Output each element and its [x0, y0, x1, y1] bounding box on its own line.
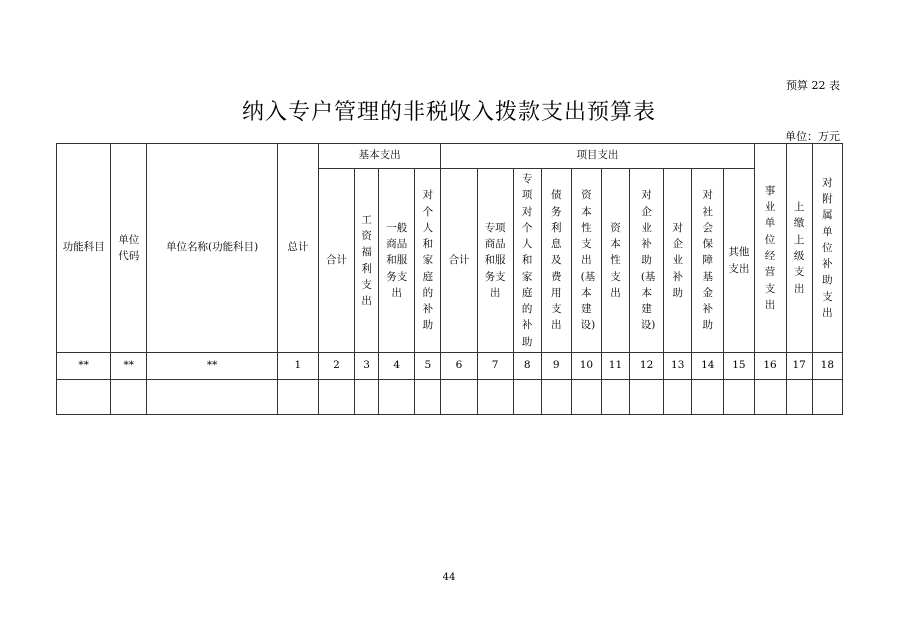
header-project-enterprise-build: 对企业补助(基本建设): [630, 169, 664, 353]
header-project-social: 对社会保障基金补助: [692, 169, 724, 353]
header-project-enterprise: 对企业补助: [664, 169, 692, 353]
header-basic-wages: 工资福利支出: [355, 169, 379, 353]
header-basic-personal: 对个人和家庭的补助: [415, 169, 441, 353]
empty-cell: [724, 380, 754, 415]
header-basic-sum: 合计: [318, 169, 354, 353]
index-cell: 10: [571, 353, 601, 380]
index-cell: 15: [724, 353, 754, 380]
index-cell: 8: [513, 353, 541, 380]
index-cell: 1: [277, 353, 318, 380]
header-unit-code: 单位代码: [111, 144, 147, 353]
budget-table: [56, 143, 843, 415]
empty-cell: [57, 380, 111, 415]
table-row: [57, 380, 843, 415]
index-cell: 16: [754, 353, 786, 380]
empty-cell: [277, 380, 318, 415]
header-project-capital: 资本性支出: [601, 169, 629, 353]
unit-label: 单位：万元: [785, 130, 840, 143]
empty-cell: [147, 380, 277, 415]
index-cell: 5: [415, 353, 441, 380]
header-affiliated: 对附属单位补助支出: [812, 144, 842, 353]
header-basic-group: 基本支出: [318, 144, 440, 169]
header-basic-goods: 一般商品和服务支出: [379, 169, 415, 353]
index-cell: **: [57, 353, 111, 380]
index-cell: 18: [812, 353, 842, 380]
empty-cell: [379, 380, 415, 415]
header-project-personal: 专项对个人和家庭的补助: [513, 169, 541, 353]
header-function-subject: 功能科目: [57, 144, 111, 353]
table-number: 预算 22 表: [786, 79, 840, 92]
index-cell: 2: [318, 353, 354, 380]
index-cell: 7: [477, 353, 513, 380]
empty-cell: [441, 380, 477, 415]
empty-cell: [664, 380, 692, 415]
empty-cell: [111, 380, 147, 415]
index-cell: 6: [441, 353, 477, 380]
table-row: [57, 353, 843, 380]
header-total: 总计: [277, 144, 318, 353]
empty-cell: [754, 380, 786, 415]
empty-cell: [692, 380, 724, 415]
header-project-goods: 专项商品和服务支出: [477, 169, 513, 353]
index-cell: 14: [692, 353, 724, 380]
empty-cell: [541, 380, 571, 415]
empty-cell: [571, 380, 601, 415]
index-cell: 12: [630, 353, 664, 380]
index-cell: 17: [786, 353, 812, 380]
header-project-sum: 合计: [441, 169, 477, 353]
index-cell: 13: [664, 353, 692, 380]
index-cell: 9: [541, 353, 571, 380]
page-title: 纳入专户管理的非税收入拨款支出预算表: [241, 100, 656, 125]
index-cell: 4: [379, 353, 415, 380]
empty-cell: [601, 380, 629, 415]
index-cell: 11: [601, 353, 629, 380]
header-project-debt: 债务利息及费用支出: [541, 169, 571, 353]
page-number: 44: [442, 572, 456, 583]
header-upper: 上缴上级支出: [786, 144, 812, 353]
empty-cell: [477, 380, 513, 415]
index-cell: **: [147, 353, 277, 380]
index-cell: **: [111, 353, 147, 380]
header-project-other: 其他支出: [724, 169, 754, 353]
header-project-capital-build: 资本性支出(基本建设): [571, 169, 601, 353]
header-unit-name: 单位名称(功能科目): [147, 144, 277, 353]
empty-cell: [786, 380, 812, 415]
header-operation: 事业单位经营支出: [754, 144, 786, 353]
empty-cell: [513, 380, 541, 415]
empty-cell: [318, 380, 354, 415]
header-project-group: 项目支出: [441, 144, 754, 169]
index-cell: 3: [355, 353, 379, 380]
empty-cell: [355, 380, 379, 415]
empty-cell: [630, 380, 664, 415]
empty-cell: [812, 380, 842, 415]
empty-cell: [415, 380, 441, 415]
